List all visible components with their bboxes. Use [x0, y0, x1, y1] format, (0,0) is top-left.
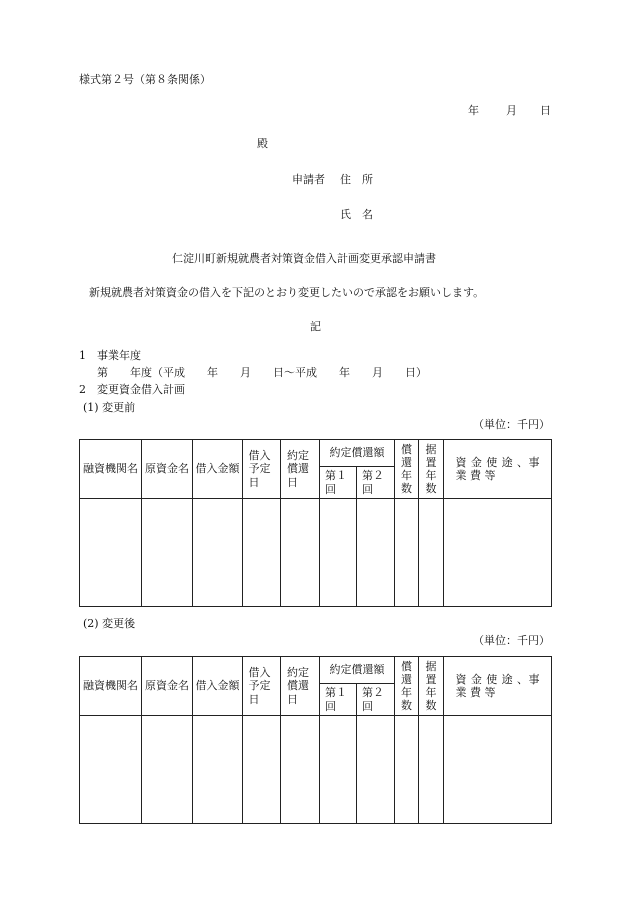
header-institution: 融資機関名: [80, 657, 142, 716]
unit-label-before: （単位：千円）: [473, 418, 550, 431]
form-number: 様式第２号（第８条関係）: [79, 73, 211, 86]
header-repay-years: 償還年数: [395, 440, 419, 499]
cell-fund-name[interactable]: [142, 499, 193, 607]
cell-first[interactable]: [320, 499, 357, 607]
header-grace-years: 据置年数: [419, 657, 444, 716]
header-borrow-date: 借入予定日: [243, 657, 281, 716]
header-repay-amount: 約定償還額: [320, 657, 395, 684]
header-repay-amount: 約定償還額: [320, 440, 395, 467]
name-label: 氏 名: [340, 208, 373, 221]
header-repay-date: 約定償還日: [281, 657, 320, 716]
header-first: 第１回: [320, 684, 357, 716]
cell-institution[interactable]: [80, 499, 142, 607]
header-fund-name: 原資金名: [142, 657, 193, 716]
cell-fund-name[interactable]: [142, 716, 193, 824]
cell-usage[interactable]: [444, 716, 552, 824]
address-label: 住 所: [340, 173, 373, 186]
cell-borrow-date[interactable]: [243, 499, 281, 607]
after-label: (2) 変更後: [83, 617, 136, 630]
header-repay-date: 約定償還日: [281, 440, 320, 499]
section1-heading: 1 事業年度: [79, 349, 141, 362]
cell-grace-years[interactable]: [419, 499, 444, 607]
plan-table-after: [79, 656, 552, 824]
ki-label: 記: [310, 320, 321, 333]
plan-table-before: [79, 439, 552, 607]
addressee-suffix: 殿: [257, 137, 268, 150]
header-institution: 融資機関名: [80, 440, 142, 499]
cell-institution[interactable]: [80, 716, 142, 824]
cell-amount[interactable]: [193, 499, 243, 607]
header-repay-years: 償還年数: [395, 657, 419, 716]
header-amount: 借入金額: [193, 657, 243, 716]
cell-borrow-date[interactable]: [243, 716, 281, 824]
header-first: 第１回: [320, 467, 357, 499]
date-day: 日: [540, 104, 551, 117]
date-month: 月: [506, 104, 517, 117]
cell-grace-years[interactable]: [419, 716, 444, 824]
date-year: 年: [468, 104, 479, 117]
header-usage: 資 金 使 途 、事 業 費 等: [444, 440, 552, 499]
document-title: 仁淀川町新規就農者対策資金借入計画変更承認申請書: [172, 252, 436, 265]
header-second: 第２回: [357, 684, 395, 716]
applicant-label: 申請者: [292, 173, 325, 186]
cell-usage[interactable]: [444, 499, 552, 607]
cell-repay-date[interactable]: [281, 716, 320, 824]
before-label: (1) 変更前: [83, 401, 136, 414]
cell-amount[interactable]: [193, 716, 243, 824]
table-row: [80, 716, 552, 824]
cell-repay-date[interactable]: [281, 499, 320, 607]
unit-label-after: （単位：千円）: [473, 634, 550, 647]
header-usage: 資 金 使 途 、事 業 費 等: [444, 657, 552, 716]
cell-first[interactable]: [320, 716, 357, 824]
header-borrow-date: 借入予定日: [243, 440, 281, 499]
table-row: [80, 499, 552, 607]
header-fund-name: 原資金名: [142, 440, 193, 499]
section2-heading: 2 変更資金借入計画: [79, 383, 185, 396]
header-grace-years: 据置年数: [419, 440, 444, 499]
cell-repay-years[interactable]: [395, 499, 419, 607]
body-text: 新規就農者対策資金の借入を下記のとおり変更したいので承認をお願いします。: [89, 286, 485, 299]
header-second: 第２回: [357, 467, 395, 499]
cell-second[interactable]: [357, 499, 395, 607]
header-amount: 借入金額: [193, 440, 243, 499]
section1-period: 第 年度（平成 年 月 日～平成 年 月 日）: [97, 366, 427, 379]
cell-second[interactable]: [357, 716, 395, 824]
cell-repay-years[interactable]: [395, 716, 419, 824]
